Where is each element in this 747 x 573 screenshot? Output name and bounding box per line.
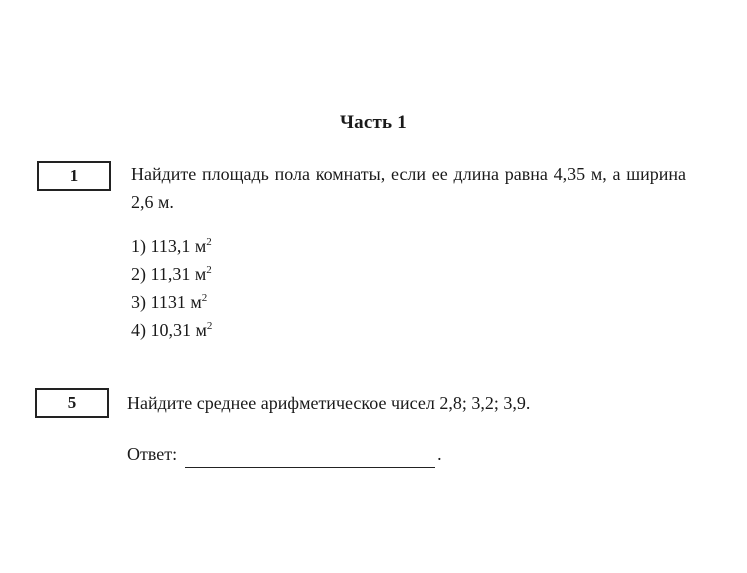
question-5-text: Найдите среднее арифметическое чисел 2,8; 3,2; 3,9. — [127, 393, 531, 413]
option-3-label: 3) 1131 м — [131, 292, 202, 312]
part-title: Часть 1 — [340, 112, 407, 133]
option-1-sup: 2 — [206, 236, 212, 248]
option-4 — [131, 316, 212, 344]
question-1-number: 1 — [69, 166, 79, 185]
option-1-label: 1) 113,1 м — [131, 236, 207, 256]
answer-end-period: . — [437, 444, 442, 464]
answer-label: Ответ: — [127, 444, 178, 464]
option-3-sup: 2 — [201, 292, 208, 304]
option-4-sup: 2 — [206, 320, 213, 332]
option-2 — [131, 260, 212, 288]
question-1-options — [131, 232, 212, 344]
option-1 — [131, 232, 212, 260]
answer-blank-line[interactable] — [185, 445, 435, 468]
question-1-number-box — [37, 161, 111, 191]
question-5-number: 5 — [67, 393, 77, 412]
option-2-sup: 2 — [206, 264, 212, 276]
option-2-label: 2) 11,31 м — [131, 264, 207, 284]
option-3 — [131, 288, 212, 316]
question-1-text: Найдите площадь пола комнаты, если ее длина равна 4,35 м, а ширина 2,6 м. — [131, 164, 686, 212]
question-5-number-box — [35, 388, 109, 418]
option-4-label: 4) 10,31 м — [131, 320, 207, 340]
answer-row — [127, 440, 442, 468]
